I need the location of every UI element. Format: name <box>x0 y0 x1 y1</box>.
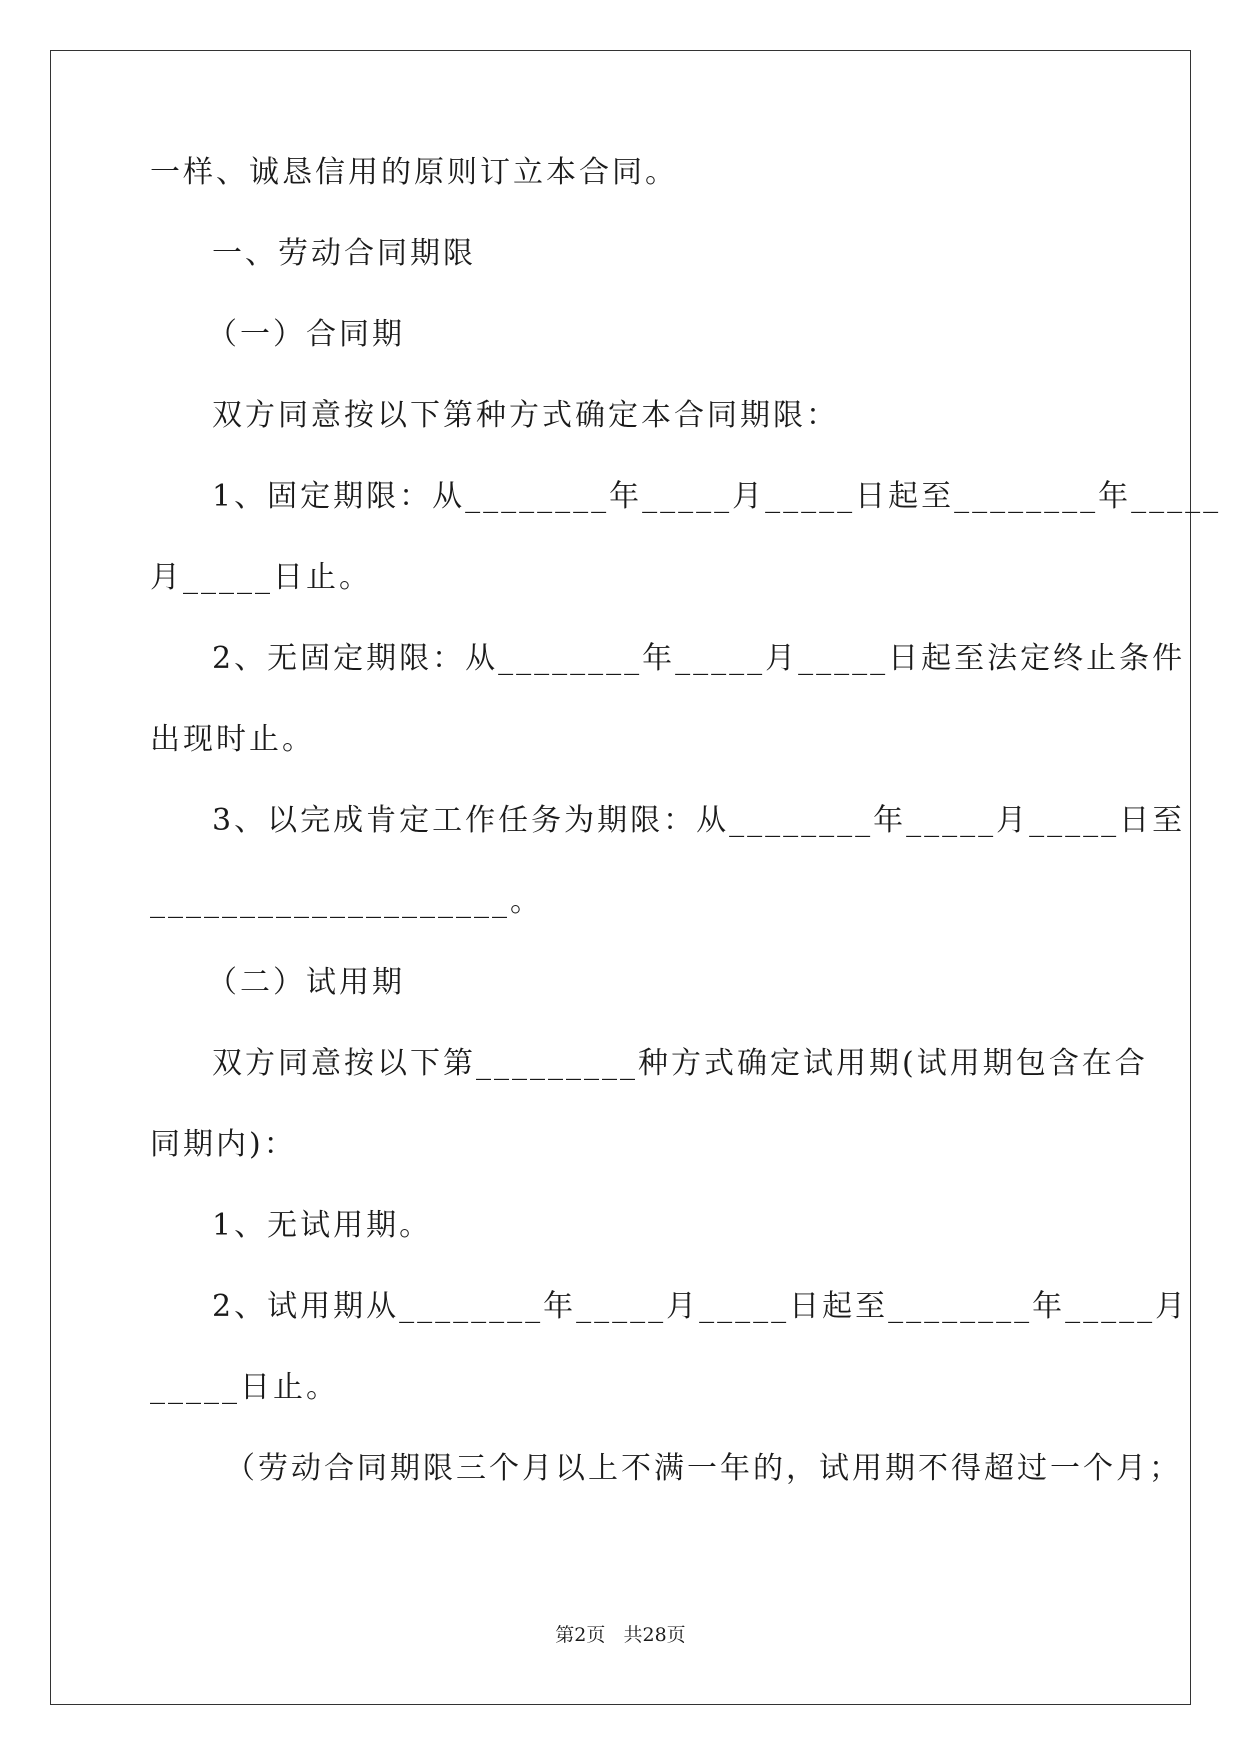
body-text-line: （劳动合同期限三个月以上不满一年的，试用期不得超过一个月； <box>225 1451 1182 1486</box>
body-text-line: 一样、诚恳信用的原则订立本合同。 <box>150 155 678 190</box>
section-heading: 一、劳动合同期限 <box>212 236 476 271</box>
body-text-line: 双方同意按以下第_________种方式确定试用期(试用期包含在合 <box>212 1046 1148 1081</box>
clause-line: 3、以完成肯定工作任务为期限：从________年_____月_____日至 <box>212 803 1186 838</box>
clause-line: 2、无固定期限：从________年_____月_____日起至法定终止条件 <box>212 641 1186 676</box>
clause-line: 2、试用期从________年_____月_____日起至________年_____月 <box>212 1289 1189 1324</box>
subsection-heading: （一）合同期 <box>207 317 405 352</box>
clause-line: ____________________。 <box>150 884 543 919</box>
clause-line: 月_____日止。 <box>150 560 372 595</box>
page-footer: 第2页 共28页 <box>555 1624 686 1646</box>
body-text-line: 同期内)： <box>150 1127 297 1162</box>
clause-line: 出现时止。 <box>150 722 315 757</box>
clause-line: 1、固定期限：从________年_____月_____日起至________年_____ <box>212 479 1222 514</box>
subsection-heading: （二）试用期 <box>207 965 405 1000</box>
body-text-line: 双方同意按以下第种方式确定本合同期限： <box>212 398 839 433</box>
clause-line: 1、无试用期。 <box>212 1208 433 1243</box>
clause-line: _____日止。 <box>150 1370 339 1405</box>
